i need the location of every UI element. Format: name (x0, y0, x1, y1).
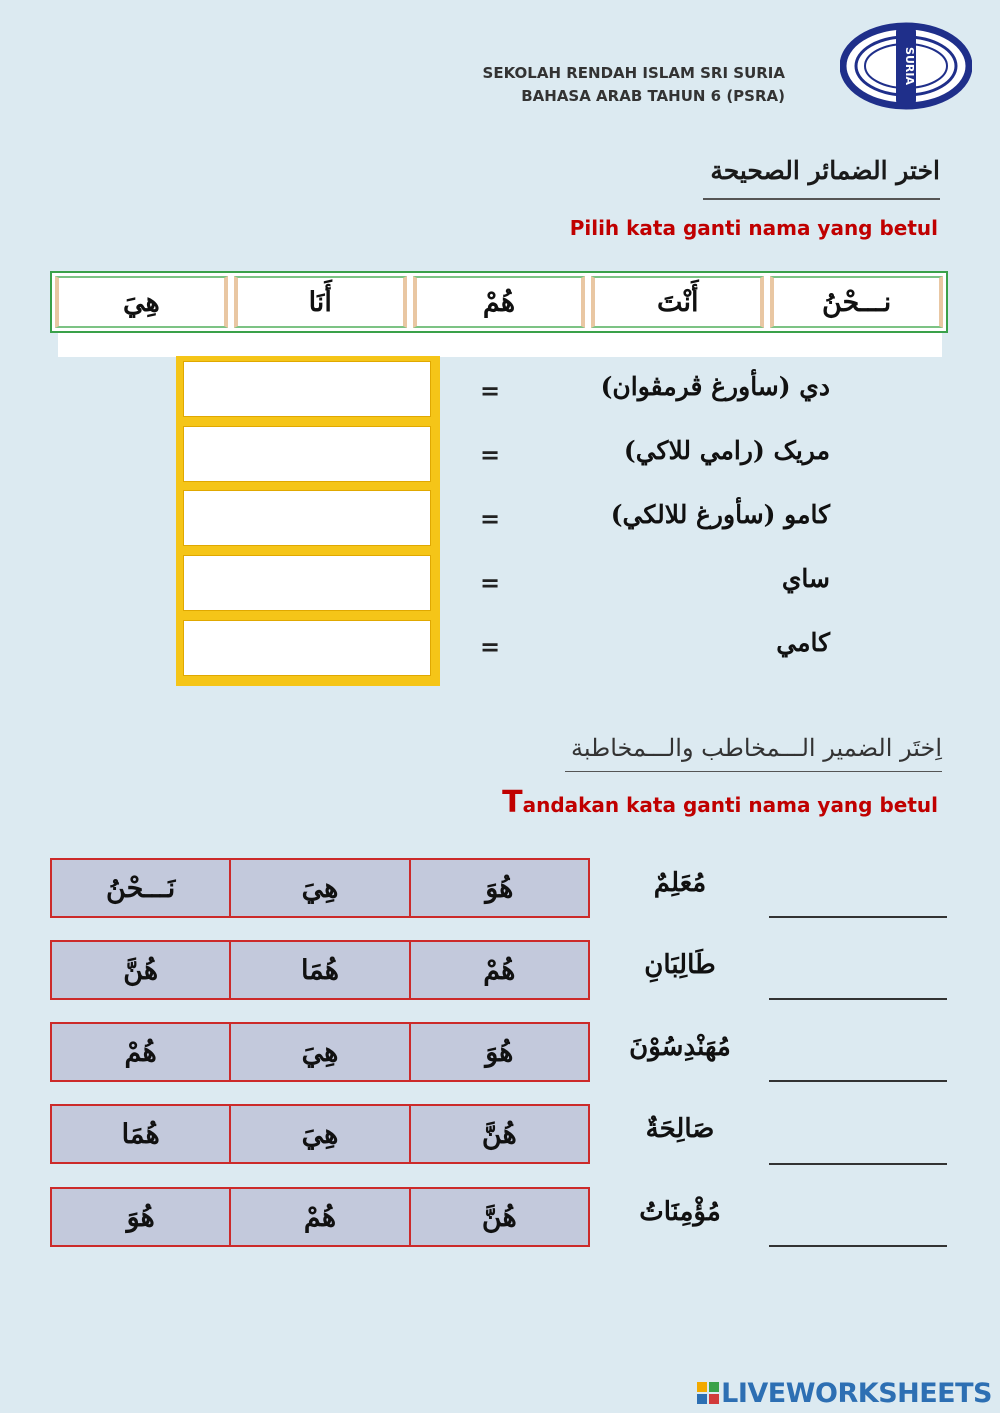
answer-blank-line[interactable] (769, 916, 947, 918)
section2-title-underline (565, 771, 942, 772)
pronoun-card[interactable]: هِيَ (55, 276, 228, 328)
choice-option[interactable]: هُمَا (121, 1118, 160, 1150)
choice-option[interactable]: هُوَ (409, 1024, 588, 1080)
choice-row (50, 1104, 590, 1164)
choice-option[interactable]: هِيَ (229, 860, 408, 916)
equals-sign: = (480, 441, 501, 469)
section2-instruction-initial: T (502, 785, 523, 820)
choice-option[interactable]: هِيَ (229, 1024, 408, 1080)
choice-option[interactable]: هُنَّ (409, 1106, 588, 1162)
answer-drop-box[interactable] (183, 555, 431, 611)
choice-row (50, 1022, 590, 1082)
choice-option[interactable]: هُوَ (409, 860, 588, 916)
pronoun-bank-band (58, 333, 942, 357)
item-label: ساي (781, 564, 830, 593)
answer-blank-line[interactable] (769, 1163, 947, 1165)
item-label: دي (سأورغ ڤرمڤوان) (600, 372, 830, 401)
answer-blank-line[interactable] (769, 1245, 947, 1247)
item-label: کامي (776, 628, 830, 657)
choice-option[interactable]: هُنَّ (123, 954, 159, 986)
equals-sign: = (480, 633, 501, 661)
section2-title: اِختَر الضمير الـــمخاطب والـــمخاطبة (570, 734, 942, 762)
answer-drop-box[interactable] (183, 361, 431, 417)
choice-option[interactable]: نَـــحْنُ (106, 872, 176, 904)
answer-boxes (176, 356, 440, 686)
noun-word: مُؤْمِنَاتُ (639, 1197, 721, 1227)
item-label: کامو (سأورغ للالکي) (610, 500, 830, 529)
choice-option[interactable]: هُمْ (229, 1189, 408, 1245)
choice-option[interactable]: هُمْ (124, 1036, 157, 1068)
school-name: SEKOLAH RENDAH ISLAM SRI SURIA (482, 64, 785, 82)
section2-instruction (440, 785, 938, 820)
noun-word: مُعَلِمٌ (653, 868, 707, 898)
brand-name: LIVEWORKSHEETS (721, 1378, 992, 1409)
choice-row (50, 1187, 590, 1247)
equals-sign: = (480, 505, 501, 533)
answer-drop-box[interactable] (183, 490, 431, 546)
section2-instruction-rest: andakan kata ganti nama yang betul (522, 793, 938, 817)
choice-row (50, 940, 590, 1000)
pronoun-bank (50, 271, 948, 333)
section1-title: اختر الضمائر الصحيحة (710, 156, 940, 185)
liveworksheets-brand (697, 1378, 992, 1409)
item-label: مريک (رامي للاکي) (623, 436, 830, 465)
pronoun-card[interactable]: نـــحْنُ (770, 276, 943, 328)
section1-instruction: Pilih kata ganti nama yang betul (569, 216, 938, 240)
noun-word: طَالِبَانِ (644, 950, 716, 980)
answer-blank-line[interactable] (769, 1080, 947, 1082)
equals-sign: = (480, 377, 501, 405)
pronoun-card[interactable]: أَنْتَ (591, 276, 764, 328)
pronoun-card[interactable]: هُمْ (413, 276, 586, 328)
answer-blank-line[interactable] (769, 998, 947, 1000)
noun-word: مُهَنْدِسُوْنَ (629, 1032, 731, 1062)
choice-row (50, 858, 590, 918)
logo-text: SURIA (903, 47, 916, 85)
choice-option[interactable]: هُوَ (126, 1201, 155, 1233)
liveworksheets-logo-icon (697, 1382, 719, 1404)
school-logo (840, 22, 972, 110)
pronoun-card[interactable]: أَنَا (234, 276, 407, 328)
subject-label: BAHASA ARAB TAHUN 6 (PSRA) (521, 87, 785, 105)
noun-word: صَالِحَةٌ (645, 1114, 715, 1144)
choice-option[interactable]: هُنَّ (409, 1189, 588, 1245)
choice-option[interactable]: هُمْ (409, 942, 588, 998)
equals-sign: = (480, 569, 501, 597)
choice-option[interactable]: هُمَا (229, 942, 408, 998)
section1-title-underline (703, 198, 940, 200)
answer-drop-box[interactable] (183, 620, 431, 676)
choice-option[interactable]: هِيَ (229, 1106, 408, 1162)
answer-drop-box[interactable] (183, 426, 431, 482)
